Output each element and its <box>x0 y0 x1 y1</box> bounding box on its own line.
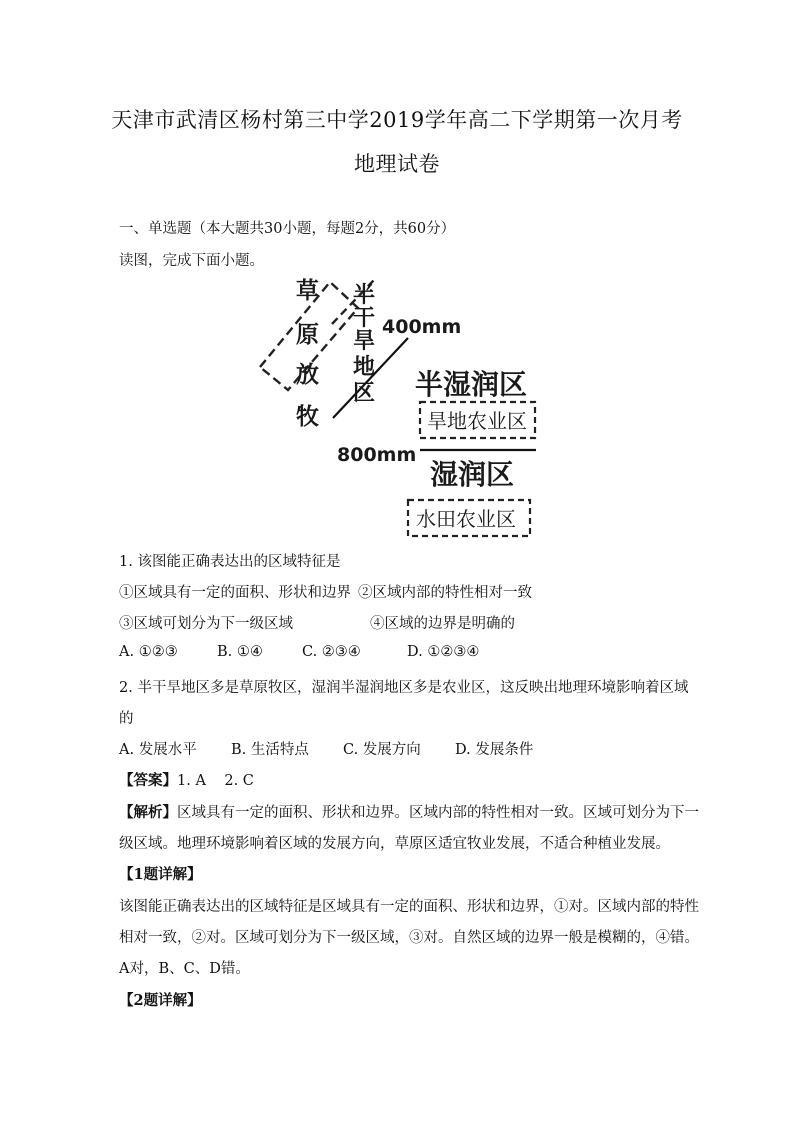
grassland-char-1: 草 <box>296 278 319 304</box>
isohyet-400-label: 400mm <box>382 316 462 338</box>
page-subtitle: 地理试卷 <box>354 152 440 176</box>
q2-option-c: C. 发展方向 <box>343 742 421 758</box>
q2-option-b: B. 生活特点 <box>231 742 309 758</box>
q1-stem: 1. 该图能正确表达出的区域特征是 <box>119 554 341 570</box>
q1-item-4: ④区域的边界是明确的 <box>370 616 515 632</box>
semi-arid-char-5: 区 <box>353 381 376 406</box>
answer-line <box>119 769 254 790</box>
grassland-char-4: 牧 <box>296 404 319 430</box>
humid-label: 湿润区 <box>430 458 515 491</box>
region-figure <box>240 272 560 542</box>
detail-1-line-3: A对，B、C、D错。 <box>119 961 250 977</box>
detail-1-heading: 【1题详解】 <box>119 866 202 883</box>
analysis-text-1: 区域具有一定的面积、形状和边界。区域内部的特性相对一致。区域可划分为下一 <box>177 805 699 821</box>
q1-option-d: D. ①②③④ <box>407 644 480 660</box>
analysis-label: 【解析】 <box>119 804 177 821</box>
q1-option-c: C. ②③④ <box>302 644 361 660</box>
page-title: 天津市武清区杨村第三中学2019学年高二下学期第一次月考 <box>111 108 683 132</box>
q1-option-b: B. ①④ <box>217 644 263 660</box>
q1-option-a: A. ①②③ <box>119 644 178 660</box>
analysis-line-2: 级区域。地理环境影响着区域的发展方向，草原区适宜牧业发展，不适合种植业发展。 <box>119 836 670 852</box>
analysis-line-1 <box>119 801 699 822</box>
semi-arid-char-4: 地 <box>353 355 376 380</box>
detail-1-line-1: 该图能正确表达出的区域特征是区域具有一定的面积、形状和边界，①对。区域内部的特性 <box>119 899 699 915</box>
answer-text: 1. A 2. C <box>177 773 254 789</box>
paddy-agri-label: 水田农业区 <box>416 507 516 531</box>
q1-item-3: ③区域可划分为下一级区域 <box>119 616 293 632</box>
detail-1-line-2: 相对一致，②对。区域可划分为下一级区域，③对。自然区域的边界一般是模糊的，④错。 <box>119 930 699 946</box>
semi-arid-char-1: 半 <box>353 283 376 308</box>
q2-stem-line-1: 2. 半干旱地区多是草原牧区，湿润半湿润地区多是农业区，这反映出地理环境影响着区域 <box>119 680 689 696</box>
semi-arid-char-3: 旱 <box>353 329 376 354</box>
semi-humid-label: 半湿润区 <box>415 368 528 401</box>
q1-item-1: ①区域具有一定的面积、形状和边界 <box>119 585 351 601</box>
semi-arid-char-2: 干 <box>353 306 376 331</box>
instruction-text: 读图，完成下面小题。 <box>119 253 264 269</box>
q2-option-a: A. 发展水平 <box>119 742 197 758</box>
grassland-char-2: 原 <box>296 322 319 348</box>
q1-item-2: ②区域内部的特性相对一致 <box>358 585 532 601</box>
answer-label: 【答案】 <box>119 772 177 789</box>
grassland-char-3: 放 <box>296 362 319 388</box>
isohyet-800-label: 800mm <box>337 444 417 466</box>
q2-option-d: D. 发展条件 <box>455 742 534 758</box>
section-heading: 一、单选题（本大题共30小题，每题2分，共60分） <box>119 221 456 237</box>
q2-stem-line-2: 的 <box>119 711 134 727</box>
dryland-agri-label: 旱地农业区 <box>427 409 527 433</box>
detail-2-heading: 【2题详解】 <box>119 992 202 1009</box>
